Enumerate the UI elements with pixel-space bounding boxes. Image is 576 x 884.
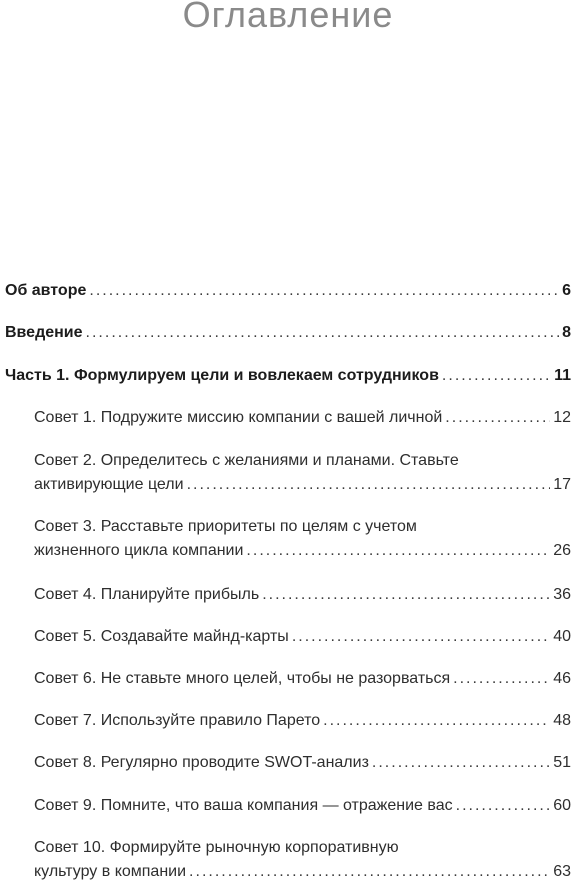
toc-entry-label-line1: Совет 3. Расставьте приоритеты по целям с учетом	[34, 518, 417, 535]
toc-entry-page: 40	[553, 628, 571, 645]
toc-entry-tip-2[interactable]	[34, 449, 571, 497]
toc-entry-tip-6[interactable]	[34, 667, 571, 691]
toc-entry-label-line1: Совет 10. Формируйте рыночную корпоративную	[34, 839, 399, 856]
toc-entry-label: Совет 9. Помните, что ваша компания — отражение вас	[34, 797, 453, 814]
toc-entry-page: 60	[553, 797, 571, 814]
page-title: Оглавление	[182, 0, 394, 35]
dot-leader	[86, 321, 560, 345]
toc-entry-tip-10[interactable]	[34, 836, 571, 884]
toc-entry-part-1[interactable]	[5, 364, 571, 388]
toc-entry-label: Совет 7. Используйте правило Парето	[34, 712, 321, 729]
toc-entry-label: Совет 6. Не ставьте много целей, чтобы не разорваться	[34, 670, 451, 687]
toc-entry-tip-1[interactable]	[34, 406, 571, 430]
toc-entry-label: активирующие цели	[34, 476, 184, 493]
toc-entry-page: 48	[553, 712, 571, 729]
toc-entry-page: 26	[553, 542, 571, 559]
toc-entry-label: Совет 8. Регулярно проводите SWOT-анализ	[34, 754, 369, 771]
toc-entry-label: Совет 4. Планируйте прибыль	[34, 586, 260, 603]
toc-entry-label: жизненного цикла компании	[34, 542, 244, 559]
dot-leader	[262, 583, 550, 607]
dot-leader	[187, 473, 551, 497]
toc-entry-label: Совет 1. Подружите миссию компании с вашей личной	[34, 409, 443, 426]
toc-entry-introduction[interactable]	[5, 321, 571, 345]
toc-entry-label: Об авторе	[5, 282, 87, 299]
toc-entry-label: Введение	[5, 324, 83, 341]
toc-entry-tip-9[interactable]	[34, 794, 571, 818]
toc-entry-about-author[interactable]	[5, 279, 571, 303]
dot-leader	[323, 709, 550, 733]
toc-entry-tip-3[interactable]	[34, 515, 571, 563]
toc-entry-label: Совет 5. Создавайте майнд-карты	[34, 628, 289, 645]
toc-entry-page: 12	[553, 409, 571, 426]
toc-entry-tip-7[interactable]	[34, 709, 571, 733]
toc-entry-label-line1: Совет 2. Определитесь с желаниями и планами. Ставьте	[34, 452, 459, 469]
dot-leader	[445, 406, 550, 430]
dot-leader	[372, 751, 550, 775]
dot-leader	[189, 860, 550, 884]
toc-entry-page: 51	[553, 754, 571, 771]
toc-entry-label: Часть 1. Формулируем цели и вовлекаем сотрудников	[5, 367, 439, 384]
dot-leader	[453, 667, 550, 691]
dot-leader	[456, 794, 551, 818]
toc-entry-page: 46	[553, 670, 571, 687]
toc-entry-page: 36	[553, 586, 571, 603]
dot-leader	[246, 539, 550, 563]
toc-entry-tip-8[interactable]	[34, 751, 571, 775]
toc-entry-label: культуру в компании	[34, 863, 187, 880]
dot-leader	[89, 279, 559, 303]
dot-leader	[292, 625, 550, 649]
toc-entry-page: 63	[553, 863, 571, 880]
toc-entry-tip-5[interactable]	[34, 625, 571, 649]
toc-entry-page: 11	[554, 367, 571, 384]
toc-entry-page: 8	[562, 324, 571, 341]
toc-entry-page: 6	[562, 282, 571, 299]
toc-entry-tip-4[interactable]	[34, 583, 571, 607]
toc-entry-page: 17	[553, 476, 571, 493]
dot-leader	[442, 364, 551, 388]
